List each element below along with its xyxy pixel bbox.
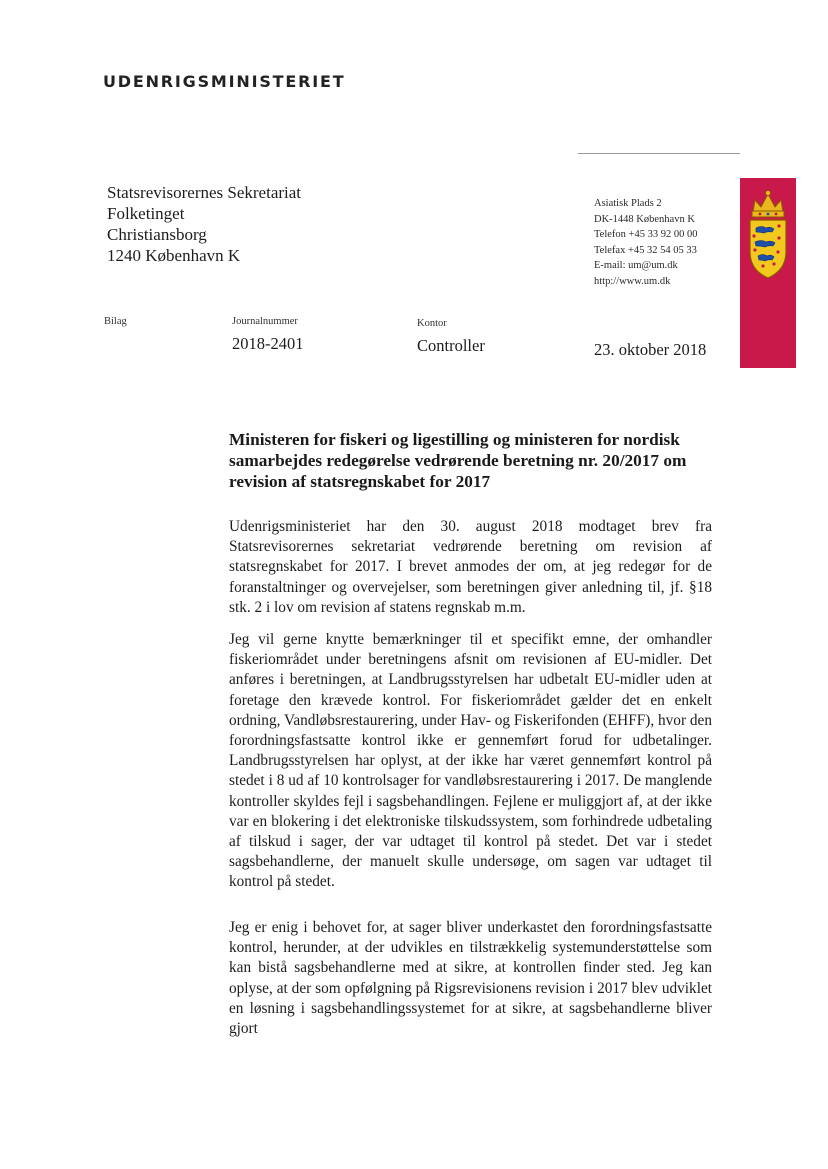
recipient-line: Statsrevisorernes Sekretariat bbox=[107, 183, 302, 202]
contact-phone: Telefon +45 33 92 00 00 bbox=[594, 229, 698, 240]
kontor-label: Kontor bbox=[417, 318, 447, 329]
journal-number: 2018-2401 bbox=[232, 334, 304, 353]
contact-address: Asiatisk Plads 2 bbox=[594, 198, 662, 209]
body-paragraph-1 bbox=[229, 517, 712, 618]
coat-of-arms-icon bbox=[741, 186, 795, 291]
header-divider bbox=[578, 153, 740, 154]
recipient-line: Christiansborg bbox=[107, 225, 207, 244]
ministry-name: UDENRIGSMINISTERIET bbox=[103, 72, 346, 91]
contact-website: http://www.um.dk bbox=[594, 275, 671, 287]
journal-label: Journalnummer bbox=[232, 316, 298, 327]
letter-date: 23. oktober 2018 bbox=[594, 340, 707, 359]
paragraph-text: Jeg vil gerne knytte bemærkninger til et specifikt emne, der omhandler fiskeriområdet under beretningens afsnit om revisionen af EU-midler. Det anføres i beretningen, at Landbrugsstyrelsen har udbetalt EU-midler uden at foretage den krævede kontrol. For fiskeriområdet gælder det en enkelt ordning, Vandløbsrestaurering, under Hav- og Fiskerifonden (EHFF), hvor den forordningsfastsatte kontrol ikke er gennemført forud for udbetalinger. Landbrugsstyrelsen har oplyst, at der ikke har været gennemført kontrol på stedet i 8 ud af 10 kontrolsager for vandløbsrestaurering i 2017. De manglende kontroller skyldes fejl i sagsbehandlingen. Fejlene er muliggjort af, at der ikke var en blokering i det elektroniske tilskudssystem, som forhindrede udbetaling af tilskud i sager, der var udtaget til kontrol på stedet. Det var i stedet sagsbehandlerne, der manuelt skulle undersøge, om sagen var udtaget til kontrol på stedet. bbox=[229, 631, 712, 891]
recipient-address bbox=[107, 182, 301, 266]
contact-fax: Telefax +45 32 54 05 33 bbox=[594, 244, 697, 256]
contact-email: E-mail: um@um.dk bbox=[594, 260, 678, 271]
recipient-line: Folketinget bbox=[107, 204, 185, 223]
paragraph-text: Udenrigsministeriet har den 30. august 2018 modtaget brev fra Statsrevisorernes sekretariat vedrørende beretning om revision af statsregnskabet for 2017. I brevet anmodes der om, at jeg redegør for de foranstaltninger og overvejelser, som beretningen giver anledning til, jf. §18 stk. 2 i lov om revision af statens regnskab m.m. bbox=[229, 518, 712, 616]
recipient-line: 1240 København K bbox=[107, 246, 241, 265]
paragraph-text: Jeg er enig i behovet for, at sager bliver underkastet den forordningsfastsatte kontrol, herunder, at der udvikles en tilstrækkelig systemunderstøttelse som kan bistå sagsbehandlerne med at sikre, at kontrollen finder sted. Jeg kan oplyse, at der som opfølgning på Rigsrevisionens revision i 2017 blev udviklet en løsning i sagsbehandlingssystemet for at sikre, at sagsbehandlerne bliver gjort bbox=[229, 919, 712, 1038]
contact-postal: DK-1448 København K bbox=[594, 213, 695, 225]
letter-subject: Ministeren for fiskeri og ligestilling og ministeren for nordisk samarbejdes redegørelse vedrørende beretning nr. 20/2017 om revision af statsregnskabet for 2017 bbox=[229, 430, 687, 491]
bilag-label: Bilag bbox=[104, 316, 127, 327]
body-paragraph-3 bbox=[229, 918, 712, 1039]
kontor-value: Controller bbox=[417, 336, 485, 355]
sender-contact-block bbox=[594, 196, 697, 289]
body-paragraph-2 bbox=[229, 630, 712, 893]
